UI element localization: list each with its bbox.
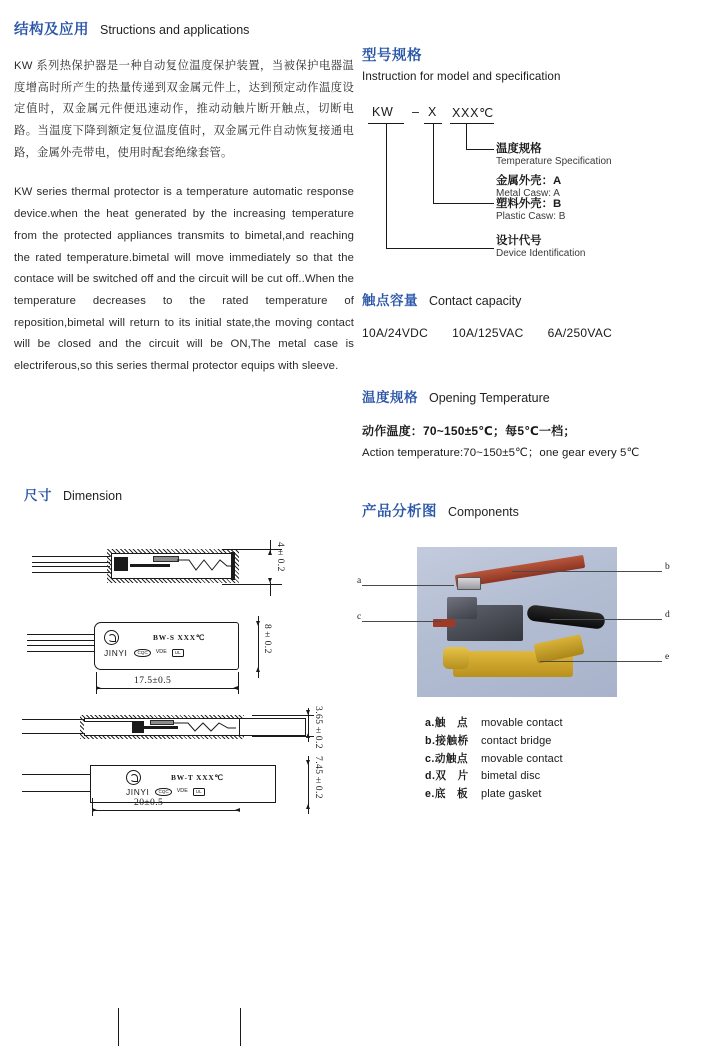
capacity-value-0: 10A/24VDC: [362, 326, 429, 340]
dim4-width-value: 20±0.5: [134, 797, 164, 808]
branch-case-v: [433, 123, 434, 203]
drawing-plan-round: [22, 764, 322, 812]
dim2-arrow-bot: [256, 667, 260, 672]
model-spec-section: [362, 44, 710, 277]
part-movable-contact-a: [457, 577, 481, 590]
certification-marks: [134, 649, 183, 658]
structure-heading: [14, 18, 354, 39]
components-photo: [417, 547, 617, 697]
model-marking: BW-T XXX℃: [171, 773, 224, 782]
legend-label-en: movable contact: [481, 717, 563, 729]
intro-paragraph-cn: KW 系列热保护器是一种自动复位温度保护装置，当被保护电器温度增高时所产生的热量传递到双金属元件上，达到预定动作温度设定值时，双金属元件便迅速动作，推动动触片断开触点，切断电路。当温度下降到额定复位温度值时，双金属元件自动恢复接通电路，金属外壳带电，使用时配套绝缘套管。: [14, 60, 354, 159]
dim4-arrow-top: [306, 760, 310, 765]
branch-case-h: [433, 203, 494, 204]
dim4-height-value: 7.45±0.2: [313, 756, 324, 799]
contact-capacity-section: [362, 289, 710, 340]
callout-label-d: d: [665, 610, 670, 620]
contact-rivet: [144, 726, 178, 729]
cqc-mark-icon: CQC: [155, 788, 171, 797]
callout-line-e: [540, 661, 662, 662]
dimension-heading: [24, 484, 352, 504]
branch-temp-h: [466, 149, 494, 150]
dim1-ref-bot: [222, 584, 282, 585]
legend-label-cn: d.双 片: [425, 770, 469, 783]
bimetal-spring: [177, 557, 233, 573]
legend-item: [425, 768, 563, 786]
model-marking: BW-S XXX℃: [153, 633, 205, 642]
components-heading-en: Components: [448, 505, 519, 519]
dim4-arrow-right: [235, 808, 240, 812]
callout-label-a: a: [357, 576, 362, 586]
drawing-section-round: [22, 712, 322, 746]
dimension-heading-cn: 尺寸: [24, 488, 52, 503]
structure-heading-en: Structions and applications: [100, 23, 250, 37]
callout-label-b: b: [665, 562, 670, 572]
device-face-marking: [126, 770, 246, 797]
label-temp-cn: 温度规格: [496, 143, 542, 155]
capacity-heading-cn: 触点容量: [362, 293, 418, 308]
dim4-ext-l: [92, 798, 93, 816]
brand-name: JINYI: [126, 787, 150, 797]
sleeve-tail: [240, 718, 306, 736]
temperature-value-cn: 动作温度：70~150±5℃；每5℃一档；: [362, 424, 576, 438]
dim3-arrow-top: [306, 710, 310, 715]
terminal-block: [132, 721, 144, 733]
right-column: [357, 44, 710, 801]
capacity-value-2: 6A/250VAC: [547, 326, 613, 340]
part-plate-gasket-foot: [443, 647, 469, 669]
legend-label-en: bimetal disc: [481, 770, 541, 783]
callout-line-d: [550, 619, 662, 620]
legend-item: [425, 733, 563, 751]
terminal-block: [114, 557, 128, 571]
label-plastic-cn: 塑料外壳：B: [496, 198, 562, 210]
lead-wire-upper: [27, 634, 97, 641]
legend-label-en: contact bridge: [481, 734, 552, 747]
token-case-code: X: [428, 105, 438, 119]
legend-label-cn: a.触 点: [425, 717, 469, 729]
ul-mark-icon: UL: [172, 649, 184, 658]
legend-label-en: plate gasket: [481, 788, 542, 801]
underline-temp: [450, 123, 494, 124]
callout-label-c: c: [357, 612, 362, 622]
dimension-heading-en: Dimension: [63, 489, 123, 503]
dim2-arrow-top: [256, 621, 260, 626]
device-face-marking: [104, 630, 234, 658]
temperature-value-en: Action temperature:70~150±5℃；one gear every 5℃: [362, 447, 640, 459]
label-design-cn: 设计代号: [496, 235, 542, 247]
structure-section: [14, 18, 354, 378]
drawing-plan-flat: [22, 620, 322, 680]
components-legend: [425, 715, 563, 804]
legend-label-cn: e.底 板: [425, 788, 469, 801]
legend-item: [425, 715, 563, 733]
label-metal-en: Metal Casw: A: [496, 188, 560, 199]
capacity-heading-en: Contact capacity: [429, 294, 522, 308]
vde-mark-icon: VDE: [155, 649, 167, 656]
cqc-mark-icon: CQC: [134, 649, 150, 658]
ul-mark-icon: UL: [193, 788, 205, 797]
brand-name: JINYI: [104, 648, 128, 658]
legend-label-cn: b.接触桥: [425, 734, 469, 747]
dimension-drawings: [22, 520, 352, 820]
temperature-heading: [362, 386, 710, 406]
model-heading: [362, 44, 710, 65]
callout-label-e: e: [665, 652, 670, 662]
contact-bridge-part: [153, 556, 179, 562]
capacity-heading: [362, 289, 710, 309]
dim1-height-value: 4±0.2: [275, 542, 286, 572]
dim2-ext-l: [96, 672, 97, 694]
label-metal-cn: 金属外壳：A: [496, 175, 562, 187]
lead-wire-lower: [27, 645, 97, 652]
case-endcap: [231, 552, 235, 580]
dim1-ref-top: [222, 549, 282, 550]
dim4-width-line: [92, 810, 240, 811]
contact-rivet: [130, 564, 170, 567]
part-housing-cap: [447, 597, 477, 619]
dim2-ext-r: [238, 672, 239, 694]
legend-item: [425, 751, 563, 769]
components-diagram: [357, 543, 710, 801]
dim3-height-value: 3.65±0.2: [313, 706, 324, 749]
dim1-arrow-top: [268, 550, 272, 555]
temperature-heading-cn: 温度规格: [362, 390, 418, 405]
callout-line-b: [512, 571, 662, 572]
inner-lead: [84, 721, 132, 733]
callout-line-c: [362, 621, 442, 622]
dim2-width-line: [96, 688, 238, 689]
bimetal-spring: [174, 720, 236, 734]
model-code-tree: [362, 105, 710, 277]
capacity-values: [362, 326, 710, 340]
lead-wire-upper: [32, 556, 110, 563]
dimension-section: [22, 484, 352, 820]
intro-paragraph-en: KW series thermal protector is a temperature automatic response device.when the heat generated by the increasing temperature from the protected appliances transmits to bimetal,and reaching the rated temperature.bimetal will move immediately so that the contace will be switched off and the circuit will be cut off..When the temperature decreases to the rated temperature of reposition,bimetal will return to its initial state,the moving contact will be closed and the circuit will be ON,The metal case is electriferous,so this series thermal protector equips with sleeve.: [14, 186, 355, 372]
jinyi-logo-icon: [104, 630, 119, 645]
components-heading-cn: 产品分析图: [362, 504, 437, 520]
model-subheading: Instruction for model and specification: [362, 70, 561, 83]
label-design-en: Device Identification: [496, 248, 586, 259]
vde-mark-icon: VDE: [176, 788, 188, 795]
body-seam-right: [240, 1008, 241, 1046]
dim2-height-value: 8±0.2: [262, 624, 273, 654]
label-temp-en: Temperature Specification: [496, 156, 612, 167]
branch-temp-v: [466, 123, 467, 149]
body-seam-left: [118, 1008, 119, 1046]
certification-marks: [155, 788, 204, 797]
label-plastic-en: Plastic Casw: B: [496, 211, 566, 222]
branch-design-v: [386, 123, 387, 248]
temperature-heading-en: Opening Temperature: [429, 391, 550, 405]
dim4-arrow-bot: [306, 804, 310, 809]
legend-label-en: movable contact: [481, 752, 563, 765]
contact-bridge-part: [150, 720, 174, 725]
model-heading-cn: 型号规格: [362, 48, 422, 64]
temperature-values: [362, 422, 710, 460]
branch-design-h: [386, 248, 494, 249]
lead-wire-lower: [32, 566, 110, 573]
legend-item: [425, 786, 563, 804]
legend-label-cn: c.动触点: [425, 752, 469, 765]
opening-temperature-section: [362, 386, 710, 460]
part-bimetal-disc: [526, 604, 605, 629]
components-heading: [362, 500, 710, 521]
token-prefix: KW: [372, 105, 394, 119]
token-temp-code: XXX℃: [452, 106, 494, 120]
token-dash: –: [412, 105, 420, 119]
dim3-ref-top: [252, 715, 314, 716]
jinyi-logo-icon: [126, 770, 141, 785]
dim3-ref-bot: [252, 736, 314, 737]
dim2-width-value: 17.5±0.5: [134, 675, 172, 686]
capacity-value-1: 10A/125VAC: [452, 326, 524, 340]
dim1-arrow-bot: [268, 578, 272, 583]
callout-line-a: [362, 585, 454, 586]
components-section: [357, 500, 710, 801]
dim3-arrow-bot: [306, 733, 310, 738]
structure-heading-cn: 结构及应用: [14, 22, 89, 38]
